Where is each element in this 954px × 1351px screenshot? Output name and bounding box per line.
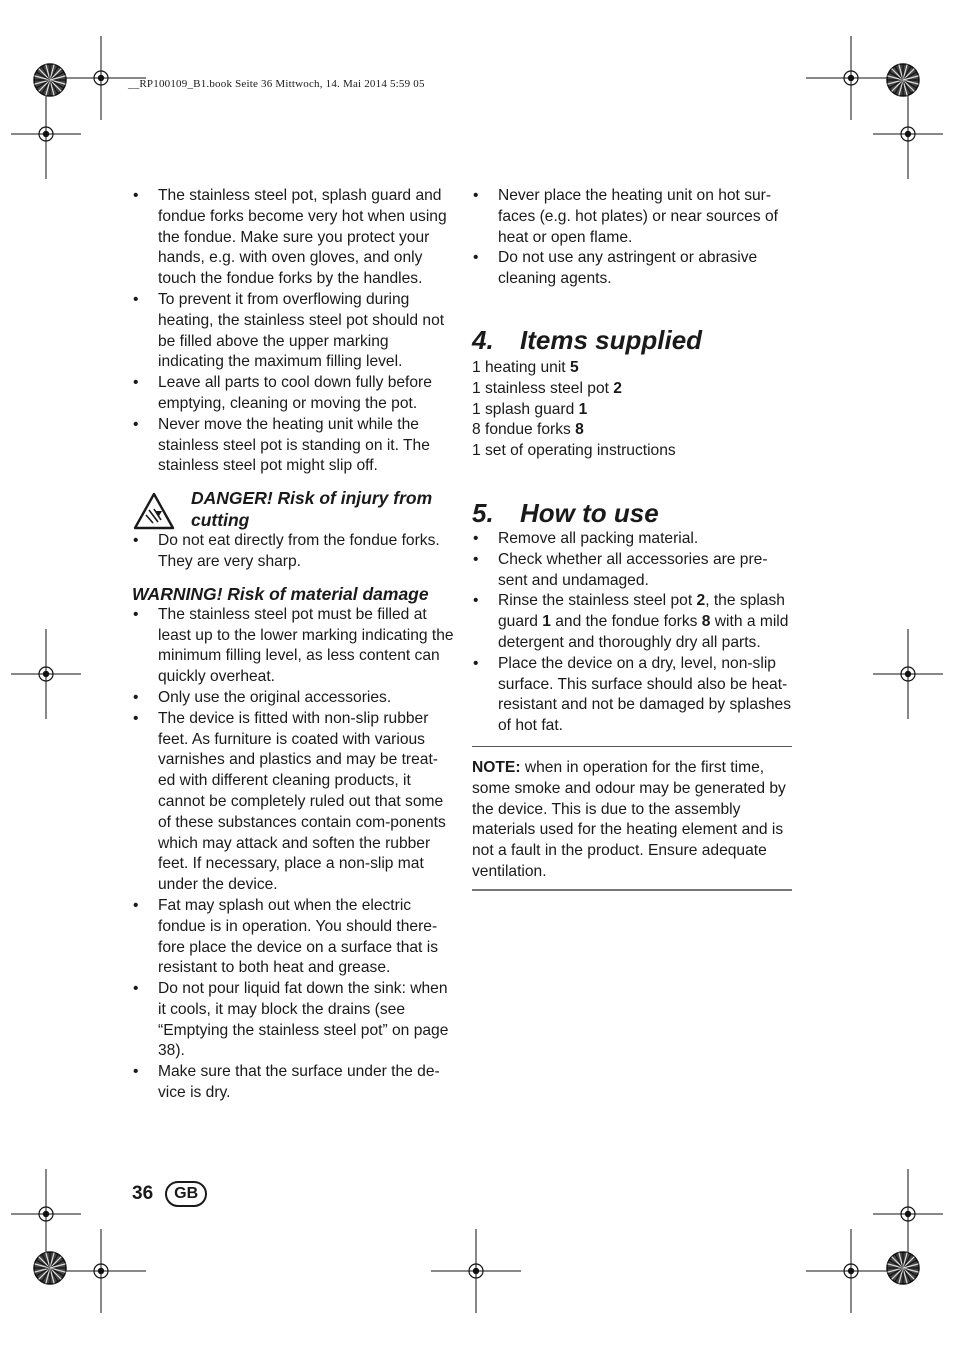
bullet-text: Remove all packing material. xyxy=(498,529,699,547)
bullet-item: • Do not eat directly from the fondue forks. They are very sharp. xyxy=(132,531,454,573)
bullet-item: • Fat may splash out when the electric fondue is in operation. You should there-fore place the device on a surface that is resistant to both heat and grease. xyxy=(132,896,454,979)
bullet-item xyxy=(472,529,792,550)
how-to-use-bullet-list xyxy=(472,529,792,737)
right-column xyxy=(472,186,792,891)
bullet-text: Place the device on a dry, level, non-slip surface. This surface should also be heat-resistant and not be damaged by splashes of hot fat. xyxy=(498,654,792,735)
bullet-item: • Make sure that the surface under the de-vice is dry. xyxy=(132,1062,454,1104)
supplied-item-label: 8 fondue forks xyxy=(472,421,576,439)
country-code-badge: GB xyxy=(165,1181,207,1207)
warning-bullet-list xyxy=(132,605,454,1104)
bullet-item: • Never place the heating unit on hot sur-faces (e.g. hot plates) or near sources of heat or open flame. xyxy=(472,186,792,248)
danger-title: DANGER! Risk of injury from cutting xyxy=(191,488,433,531)
supplied-item xyxy=(472,420,792,441)
note-text: when in operation for the first time, some smoke and odour may be generated by the device. This is due to the assembly materials used for the heating element and is not a fault in the product. Ensure adequate ventilation. xyxy=(472,758,786,880)
left-column xyxy=(132,186,454,1104)
bullet-item: • Never move the heating unit while the stainless steel pot is standing on it. The stainless steel pot might slip off. xyxy=(132,415,454,477)
supplied-item-label: 1 splash guard xyxy=(472,400,579,418)
registration-crosshair xyxy=(431,1229,521,1313)
page-number: 36 xyxy=(132,1183,154,1204)
safety-bullet-list xyxy=(132,186,454,477)
bullet-item: • The device is fitted with non-slip rubber feet. As furniture is coated with various varnishes and plastics and may be treat-ed with different cleaning products, it cannot be completely ruled out that some of these substances contain com-ponents which may attack and soften the rubber feet. If necessary, place a non-slip mat under the device. xyxy=(132,709,454,896)
bullet-item: • Only use the original accessories. xyxy=(132,688,454,709)
warning-triangle-cut-icon xyxy=(132,491,176,531)
supplied-item-ref: 5 xyxy=(569,358,579,376)
color-registration-star xyxy=(887,1252,919,1284)
bullet-item: • To prevent it from overflowing during heating, the stainless steel pot should not be filled above the upper marking indicating the maximum filling level. xyxy=(132,290,454,373)
section-heading-items-supplied xyxy=(472,324,792,356)
registration-crosshair xyxy=(11,1169,81,1259)
section-number: 5. xyxy=(472,497,494,528)
bullet-item: • Do not use any astringent or abrasive cleaning agents. xyxy=(472,248,792,290)
color-registration-star xyxy=(34,1252,66,1284)
bullet-item: • The stainless steel pot, splash guard and fondue forks become very hot when using the fondue. Make sure you protect your hands, e.g. with oven gloves, and only touch the fondue forks by the handles. xyxy=(132,186,454,290)
part-ref: 1 xyxy=(542,613,551,631)
supplied-item-ref: 8 xyxy=(575,421,584,439)
page-footer xyxy=(132,1181,207,1207)
registration-crosshair xyxy=(11,629,81,719)
bullet-text: , the splash guard xyxy=(498,592,785,631)
warning-title: WARNING! Risk of material damage xyxy=(132,583,429,604)
part-ref: 2 xyxy=(696,592,706,610)
bullet-item: • The stainless steel pot must be filled at least up to the lower marking indicating the minimum filling level, as less content can quickly overheat. xyxy=(132,605,454,688)
bullet-item xyxy=(472,654,792,737)
supplied-item xyxy=(472,400,792,421)
registration-crosshair xyxy=(11,89,81,179)
danger-bullet-list xyxy=(132,531,454,573)
registration-crosshair xyxy=(873,89,943,179)
color-registration-star xyxy=(34,64,66,96)
section-title: How to use xyxy=(520,497,659,528)
registration-crosshair xyxy=(56,1229,146,1313)
bullet-text: and the fondue forks xyxy=(550,613,702,631)
note-box xyxy=(472,746,792,891)
supplied-item-label: 1 heating unit xyxy=(472,358,570,376)
items-supplied-list xyxy=(472,358,792,462)
registration-crosshair xyxy=(806,36,896,120)
color-registration-star xyxy=(887,64,919,96)
registration-crosshair xyxy=(806,1229,896,1313)
bullet-item: • Do not pour liquid fat down the sink: when it cools, it may block the drains (see “Emptying the stainless steel pot” on page 38). xyxy=(132,979,454,1062)
section-number: 4. xyxy=(472,324,494,355)
supplied-item-label: 1 stainless steel pot xyxy=(472,379,614,397)
bullet-text: Check whether all accessories are pre-sent and undamaged. xyxy=(498,550,768,589)
bullet-item xyxy=(472,591,792,653)
supplied-item xyxy=(472,441,792,462)
supplied-item xyxy=(472,358,792,379)
section-title: Items supplied xyxy=(520,324,703,355)
safety-bullet-list-continued xyxy=(472,186,792,290)
registration-crosshair xyxy=(873,629,943,719)
supplied-item-label: 1 set of operating instructions xyxy=(472,442,676,460)
print-header-line: __RP100109_B1.book Seite 36 Mittwoch, 14. Mai 2014 5:59 05 xyxy=(128,78,425,90)
section-heading-how-to-use xyxy=(472,497,792,529)
bullet-text: with a mild detergent and thoroughly dry all parts. xyxy=(498,613,789,651)
part-ref: 8 xyxy=(701,613,711,631)
bullet-text: Rinse the stainless steel pot xyxy=(498,592,697,610)
bullet-item: • Leave all parts to cool down fully before emptying, cleaning or moving the pot. xyxy=(132,373,454,415)
registration-crosshair xyxy=(873,1169,943,1259)
supplied-item-ref: 1 xyxy=(578,400,588,418)
supplied-item-ref: 2 xyxy=(613,379,622,397)
bullet-item xyxy=(472,550,792,592)
supplied-item xyxy=(472,379,792,400)
danger-notice xyxy=(132,487,454,531)
note-label: NOTE: xyxy=(472,758,521,776)
